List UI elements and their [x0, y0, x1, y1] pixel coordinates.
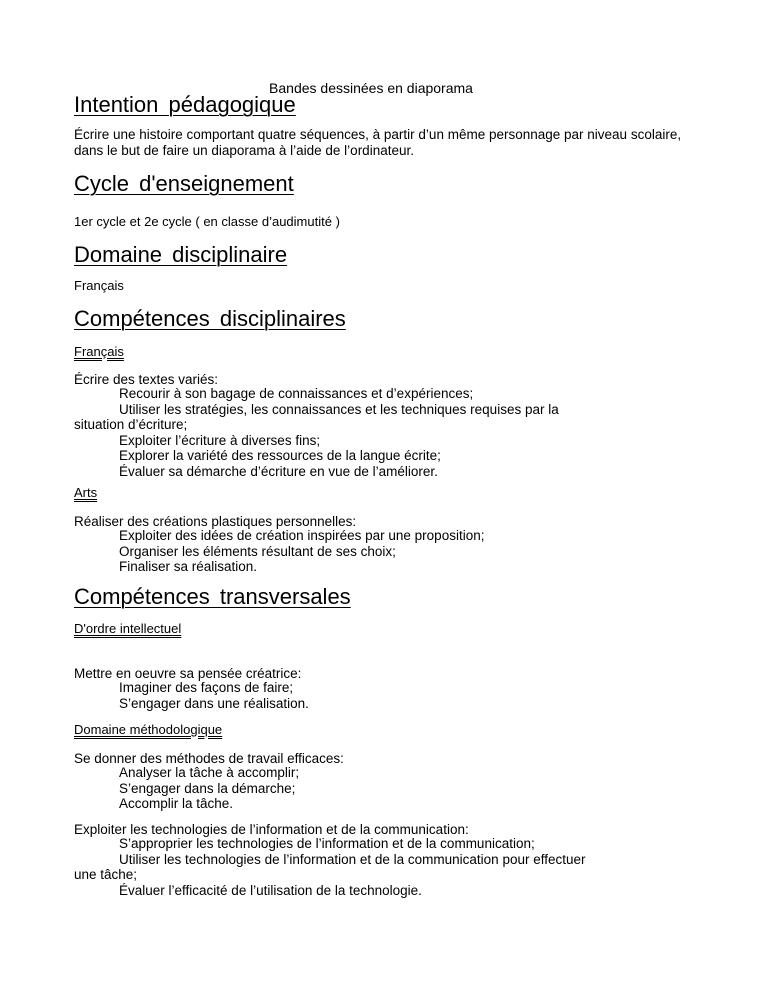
list-item: une tâche;: [74, 867, 138, 882]
section-cycle: [74, 172, 714, 196]
document-title: Bandes dessinées en diaporama: [269, 80, 473, 96]
list-item: situation d’écriture;: [74, 417, 188, 432]
list-item: S’engager dans la démarche;: [119, 780, 296, 796]
list-item: S’engager dans une réalisation.: [119, 695, 309, 711]
subheading-intellectuel: D'ordre intellectuel: [74, 621, 182, 636]
list-item: Imaginer des façons de faire;: [119, 680, 294, 695]
list-item: Accomplir la tâche.: [119, 796, 234, 811]
competence-list: [74, 386, 714, 479]
section-competences-transversales: [74, 585, 714, 609]
subheading-arts: Arts: [74, 485, 98, 500]
list-item: Utiliser les stratégies, les connaissances et les techniques requises par la: [119, 401, 559, 417]
competence-list: [74, 528, 714, 575]
list-item: Recourir à son bagage de connaissances et d’expériences;: [119, 386, 474, 401]
section-intention: [74, 93, 714, 117]
list-item: Organiser les éléments résultant de ses choix;: [119, 543, 396, 559]
section-heading: Compétences transversales: [74, 584, 351, 609]
competence-list: [74, 836, 714, 898]
section-domaine: [74, 243, 714, 267]
section-text: 1er cycle et 2e cycle ( en classe d’audimutité ): [74, 214, 340, 229]
list-item: Exploiter des idées de création inspirées par une proposition;: [119, 528, 485, 543]
subheading-francais: Français: [74, 344, 124, 359]
competence-list: [74, 680, 714, 711]
competence-lead: Se donner des méthodes de travail efficaces:: [74, 751, 344, 766]
list-item: Analyser la tâche à accomplir;: [119, 765, 300, 780]
subheading-methodologique: Domaine méthodologique: [74, 722, 223, 737]
competence-lead: Réaliser des créations plastiques personnelles:: [74, 514, 357, 529]
list-item: Évaluer sa démarche d’écriture en vue de l’améliorer.: [119, 463, 438, 479]
section-heading: Intention pédagogique: [74, 92, 296, 117]
list-item: S’approprier les technologies de l’information et de la communication;: [119, 836, 535, 851]
section-text: Français: [74, 278, 124, 293]
competence-lead: Mettre en oeuvre sa pensée créatrice:: [74, 666, 302, 681]
competence-lead: Écrire des textes variés:: [74, 372, 219, 387]
list-item: Finaliser sa réalisation.: [119, 559, 258, 574]
section-text: Écrire une histoire comportant quatre séquences, à partir d’un même personnage par niveau scolaire, dans le but de faire un diaporama à l’aide de l’ordinateur.: [74, 127, 682, 158]
list-item: Exploiter l’écriture à diverses fins;: [119, 432, 321, 448]
section-heading: Domaine disciplinaire: [74, 242, 288, 267]
section-heading: Cycle d'enseignement: [74, 171, 294, 196]
competence-lead: Exploiter les technologies de l’information et de la communication:: [74, 822, 469, 837]
section-heading: Compétences disciplinaires: [74, 306, 346, 331]
list-item: Utiliser les technologies de l’information et de la communication pour effectuer: [119, 851, 586, 867]
list-item: Évaluer l’efficacité de l’utilisation de la technologie.: [119, 882, 422, 898]
competence-list: [74, 765, 714, 812]
section-competences-disciplinaires: [74, 307, 714, 331]
list-item: Explorer la variété des ressources de la langue écrite;: [119, 448, 441, 463]
